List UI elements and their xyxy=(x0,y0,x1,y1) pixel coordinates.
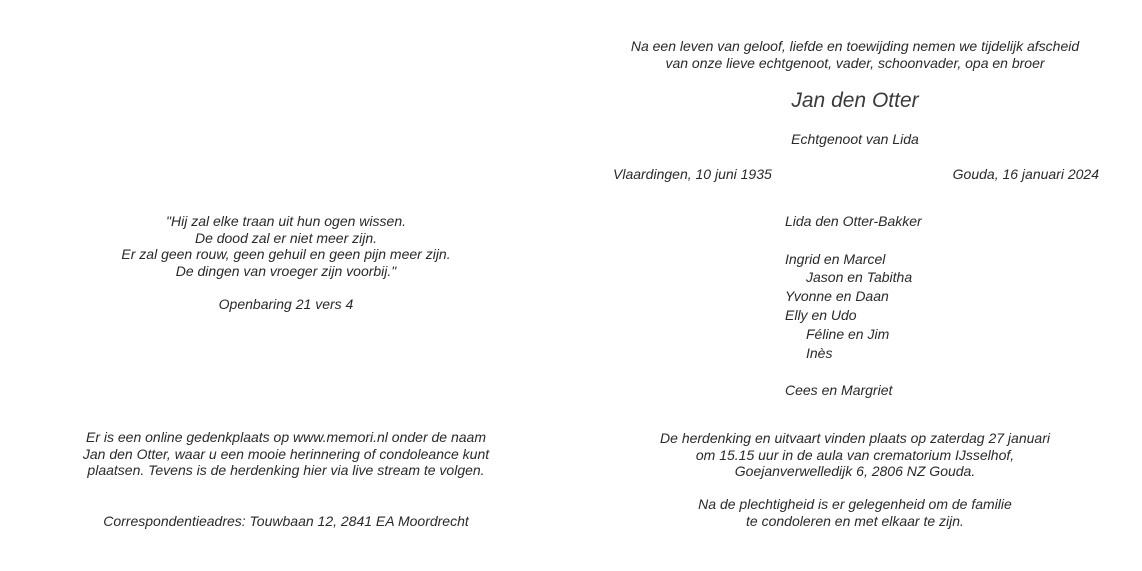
intro-line: Na een leven van geloof, liefde en toewijding nemen we tijdelijk afscheid xyxy=(630,38,1080,54)
service-details xyxy=(600,430,1110,480)
family-list xyxy=(785,212,922,400)
quote-line: De dood zal er niet meer zijn. xyxy=(194,229,378,246)
birth-place-date: Vlaardingen, 10 juni 1935 xyxy=(613,166,772,182)
family-member: Elly en Udo xyxy=(785,306,857,323)
condolence-notice xyxy=(600,496,1110,529)
correspondence-address xyxy=(56,513,516,530)
spouse-line xyxy=(600,131,1110,148)
family-grandchild: Inès xyxy=(806,344,833,361)
quote-line: "Hij zal elke traan uit hun ogen wissen. xyxy=(166,213,406,229)
intro-line: van onze lieve echtgenoot, vader, schoonvader, opa en broer xyxy=(665,54,1045,71)
family-spacer xyxy=(785,231,922,250)
service-line: De herdenking en uitvaart vinden plaats op zaterdag 27 januari xyxy=(660,430,1050,446)
spouse-text: Echtgenoot van Lida xyxy=(791,131,919,147)
address-text: Correspondentieadres: Touwbaan 12, 2841 EA Moordrecht xyxy=(103,513,469,529)
family-member: Yvonne en Daan xyxy=(785,288,889,305)
quote-line: De dingen van vroeger zijn voorbij." xyxy=(175,262,397,279)
family-grandchild: Jason en Tabitha xyxy=(806,269,913,286)
condolence-line: te condoleren en met elkaar te zijn. xyxy=(746,512,964,529)
family-spacer xyxy=(785,362,922,381)
death-place-date: Gouda, 16 januari 2024 xyxy=(952,166,1099,182)
notice-line: Jan den Otter, waar u een mooie herinnering of condoleance kunt xyxy=(82,445,490,462)
quote-reference-text: Openbaring 21 vers 4 xyxy=(218,296,354,312)
quote-reference xyxy=(86,296,486,313)
family-member: Lida den Otter-Bakker xyxy=(785,213,922,229)
service-line: Goejanverwelledijk 6, 2806 NZ Gouda. xyxy=(734,463,976,479)
online-memorial-notice xyxy=(56,429,516,479)
condolence-line: Na de plechtigheid is er gelegenheid om de familie xyxy=(698,496,1012,512)
family-member: Ingrid en Marcel xyxy=(785,250,886,267)
family-grandchild: Féline en Jim xyxy=(806,325,890,342)
service-line: om 15.15 uur in de aula van crematorium IJsselhof, xyxy=(695,446,1015,463)
deceased-name-text: Jan den Otter xyxy=(791,89,919,112)
notice-line: Er is een online gedenkplaats op www.memori.nl onder de naam xyxy=(85,429,486,445)
quote-line: Er zal geen rouw, geen gehuil en geen pijn meer zijn. xyxy=(121,246,451,262)
bible-quote xyxy=(86,213,486,279)
deceased-name xyxy=(600,89,1110,113)
notice-line: plaatsen. Tevens is de herdenking hier via live stream te volgen. xyxy=(87,462,485,478)
family-member: Cees en Margriet xyxy=(785,382,893,399)
announcement-intro xyxy=(600,38,1110,71)
